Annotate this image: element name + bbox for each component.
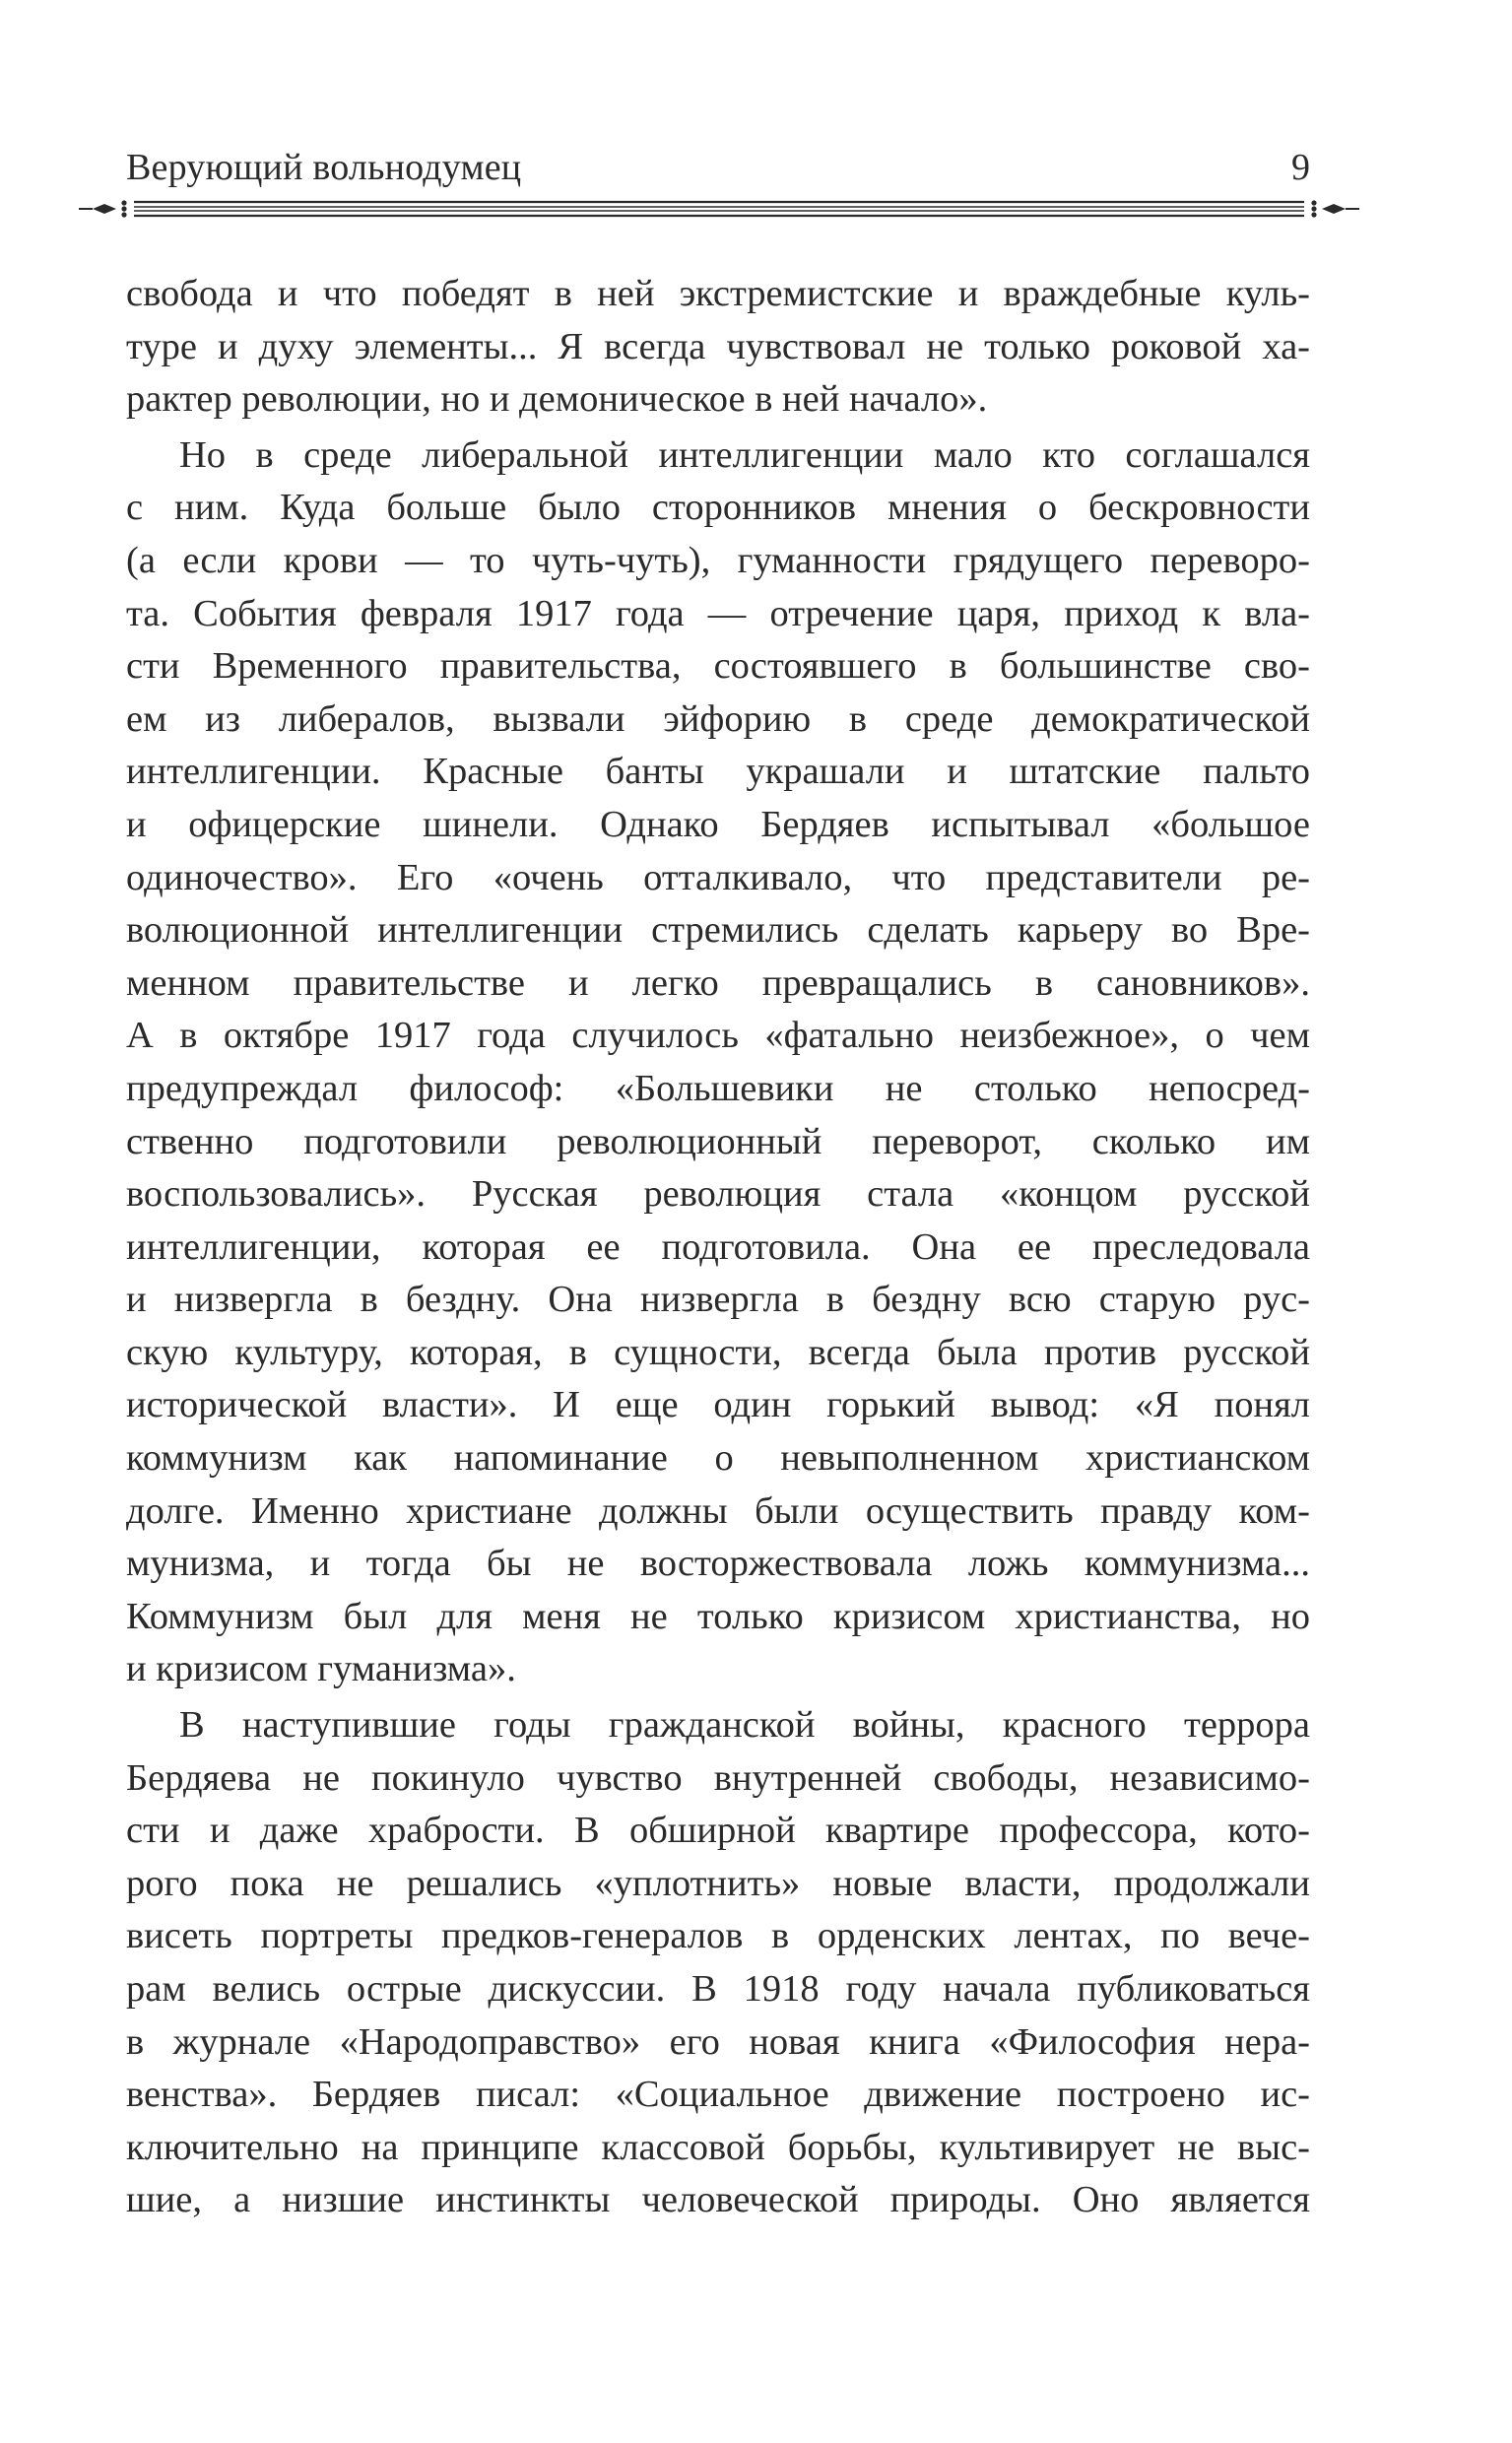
text-line: мунизма, и тогда бы не восторжествовала ложь коммунизма... — [126, 1543, 1310, 1585]
text-line: ственно подготовили революционный переворот, сколько им — [126, 1120, 1310, 1162]
text-line: одиночество». Его «очень отталкивало, что представители ре- — [126, 856, 1310, 898]
text-line: (а если крови — то чуть-чуть), гуманности грядущего переворо- — [126, 539, 1310, 581]
text-line: интеллигенции. Красные банты украшали и штатские пальто — [126, 751, 1310, 793]
text-line: рактер революции, но и демоническое в ней начало». — [126, 378, 988, 421]
ornamental-rule — [79, 197, 1359, 221]
paragraph — [126, 268, 1310, 427]
body-text — [126, 268, 1310, 2227]
text-line: интеллигенции, которая ее подготовила. Она ее преследовала — [126, 1225, 1310, 1268]
text-line: менном правительстве и легко превращались в сановников». — [126, 961, 1310, 1004]
page-number: 9 — [1291, 147, 1310, 188]
text-line: Бердяева не покинуло чувство внутренней свободы, независимо- — [126, 1756, 1310, 1799]
text-line: исторической власти». И еще один горький вывод: «Я понял — [126, 1384, 1310, 1426]
text-line: В наступившие годы гражданской войны, красного террора — [179, 1704, 1310, 1747]
text-line: Коммунизм был для меня не только кризисом христианства, но — [126, 1595, 1310, 1637]
text-line: с ним. Куда больше было сторонников мнения о бескровности — [126, 487, 1310, 529]
text-line: предупреждал философ: «Большевики не столько непосред- — [126, 1067, 1310, 1109]
paragraph — [126, 1699, 1310, 2227]
text-line: рам велись острые дискуссии. В 1918 году начала публиковаться — [126, 1968, 1310, 2010]
text-line: и низвергла в бездну. Она низвергла в бездну всю старую рус- — [126, 1279, 1310, 1321]
text-line: рого пока не решались «уплотнить» новые власти, продолжали — [126, 1862, 1310, 1904]
text-line: и офицерские шинели. Однако Бердяев испытывал «большое — [126, 803, 1310, 845]
text-line: Но в среде либеральной интеллигенции мало кто соглашался — [179, 433, 1310, 476]
text-line: воспользовались». Русская революция стала «концом русской — [126, 1173, 1310, 1216]
text-line: туре и духу элементы... Я всегда чувствовал не только роковой ха- — [126, 325, 1310, 367]
text-line: свобода и что победят в ней экстремистские и враждебные куль- — [126, 273, 1310, 314]
running-head — [126, 138, 1310, 197]
text-line: та. События февраля 1917 года — отречение царя, приход к вла- — [126, 592, 1310, 634]
text-line: венства». Бердяев писал: «Социальное движение построено ис- — [126, 2074, 1310, 2116]
text-line: сти и даже храбрости. В обширной квартире профессора, кото- — [126, 1810, 1310, 1852]
text-line: и кризисом гуманизма». — [126, 1648, 516, 1690]
text-line: шие, а низшие инстинкты человеческой природы. Оно является — [126, 2179, 1310, 2221]
text-line: сти Временного правительства, состоявшего в большинстве сво- — [126, 645, 1310, 688]
text-line: волюционной интеллигенции стремились сделать карьеру во Вре- — [126, 909, 1310, 952]
text-line: ключительно на принципе классовой борьбы, культивирует не выс- — [126, 2126, 1310, 2168]
text-line: в журнале «Народоправство» его новая книга «Философия нера- — [126, 2020, 1310, 2063]
text-line: долге. Именно христиане должны были осуществить правду ком- — [126, 1489, 1310, 1532]
text-line: висеть портреты предков-генералов в орденских лентах, по вече- — [126, 1915, 1310, 1957]
text-line: скую культуру, которая, в сущности, всегда была против русской — [126, 1331, 1310, 1373]
running-title: Верующий вольнодумец — [126, 147, 522, 188]
text-line: А в октябре 1917 года случилось «фатально неизбежное», о чем — [126, 1015, 1310, 1057]
text-line: ем из либералов, вызвали эйфорию в среде демократической — [126, 697, 1310, 740]
text-line: коммунизм как напоминание о невыполненном христианском — [126, 1437, 1310, 1480]
paragraph — [126, 429, 1310, 1696]
